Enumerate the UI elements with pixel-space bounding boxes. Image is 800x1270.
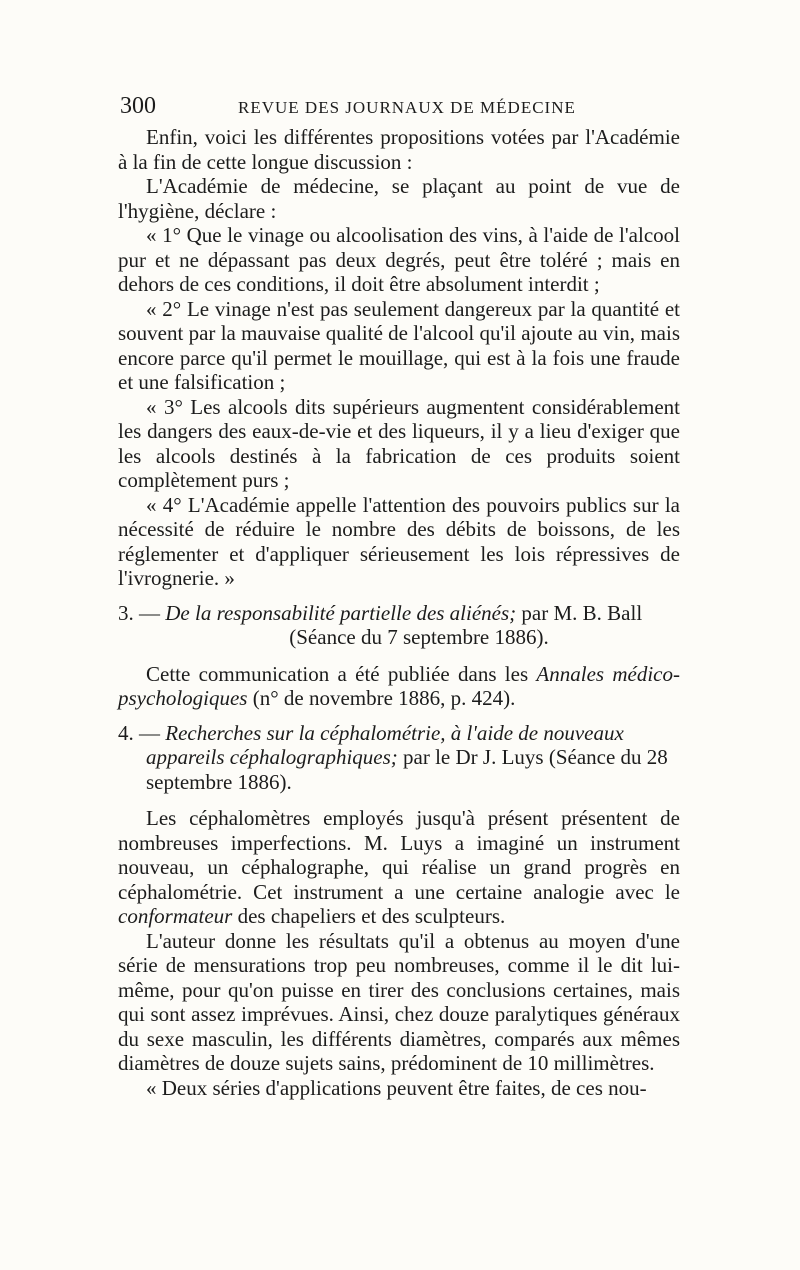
page-header bbox=[120, 92, 680, 120]
paragraph-intro: Enfin, voici les différentes propositions votées par l'Académie à la fin de cette longue discussion : bbox=[118, 125, 680, 174]
section-4-paragraph-1 bbox=[118, 806, 680, 929]
proposition-1: « 1° Que le vinage ou alcoolisation des vins, à l'aide de l'alcool pur et ne dépassant pas deux degrés, peut être toléré ; mais en dehors de ces conditions, il doit être absolument interdit ; bbox=[118, 223, 680, 296]
running-title: REVUE DES JOURNAUX DE MÉDECINE bbox=[238, 98, 576, 117]
section-4-p1-after: des chapeliers et des sculpteurs. bbox=[232, 904, 506, 928]
section-4-author-session: par le Dr J. Luys (Séance du 28 septembre 1886). bbox=[146, 745, 668, 794]
section-4-paragraph-2: L'auteur donne les résultats qu'il a obtenus au moyen d'une série de mensurations trop peu nombreuses, comme il le dit lui-même, pour qu'on puisse en tirer des conclusions certaines, mais qui sont assez imprévues. Ainsi, chez douze paralytiques généraux du sexe masculin, les différents diamètres, comparés aux mêmes diamètres de douze sujets sains, prédominent de 10 millimètres. bbox=[118, 928, 680, 1075]
section-3-text-before: Cette communication a été publiée dans les bbox=[146, 661, 537, 686]
proposition-3: « 3° Les alcools dits supérieurs augmentent considérablement les dangers des eaux-de-vie et des liqueurs, il y a lieu d'exiger que les alcools destinés à la fabrication de ces produits soient complètement purs ; bbox=[118, 394, 680, 492]
section-4-paragraph-3: « Deux séries d'applications peuvent être faites, de ces nou- bbox=[146, 1075, 647, 1100]
paragraph-declaration: L'Académie de médecine, se plaçant au point de vue de l'hygiène, déclare : bbox=[118, 174, 680, 223]
section-4-number: 4. — bbox=[118, 720, 166, 745]
page-number: 300 bbox=[120, 93, 156, 119]
section-4-p1-before: Les céphalomètres employés jusqu'à présent présentent de nombreuses imperfections. M. Luys a imaginé un instrument nouveau, un céphalographe, qui réalise un grand progrès en céphalométrie. Cet instrument a une certaine analogie avec le bbox=[118, 806, 680, 904]
section-3-paragraph bbox=[118, 662, 680, 711]
section-4-title: Recherches sur la céphalométrie, à l'aide de nouveaux appareils céphalographiques; bbox=[146, 720, 624, 769]
section-3-journal: Annales médico-psychologiques bbox=[118, 661, 680, 710]
section-4-p1-italic: conformateur bbox=[118, 904, 233, 928]
section-3-title: De la responsabilité partielle des aliénés; bbox=[165, 600, 517, 625]
page-body bbox=[118, 125, 680, 1100]
proposition-2: « 2° Le vinage n'est pas seulement dangereux par la quantité et souvent par la mauvaise qualité de l'alcool qu'il ajoute au vin, mais encore parce qu'il permet le mouillage, qui est à la fois une fraude et une falsification ; bbox=[118, 296, 680, 394]
section-3-text-after: (n° de novembre 1886, p. 424). bbox=[247, 686, 516, 710]
section-3-author: par M. B. Ball bbox=[516, 600, 643, 625]
section-3-session: (Séance du 7 septembre 1886). bbox=[289, 625, 549, 649]
proposition-4: « 4° L'Académie appelle l'attention des pouvoirs publics sur la nécessité de réduire le nombre des débits de boissons, de les réglementer et d'appliquer sérieusement les lois répressives de l'ivrognerie. » bbox=[118, 492, 680, 590]
section-3-number: 3. — bbox=[118, 600, 166, 625]
section-3-heading bbox=[118, 601, 680, 626]
section-4-heading bbox=[118, 721, 680, 795]
